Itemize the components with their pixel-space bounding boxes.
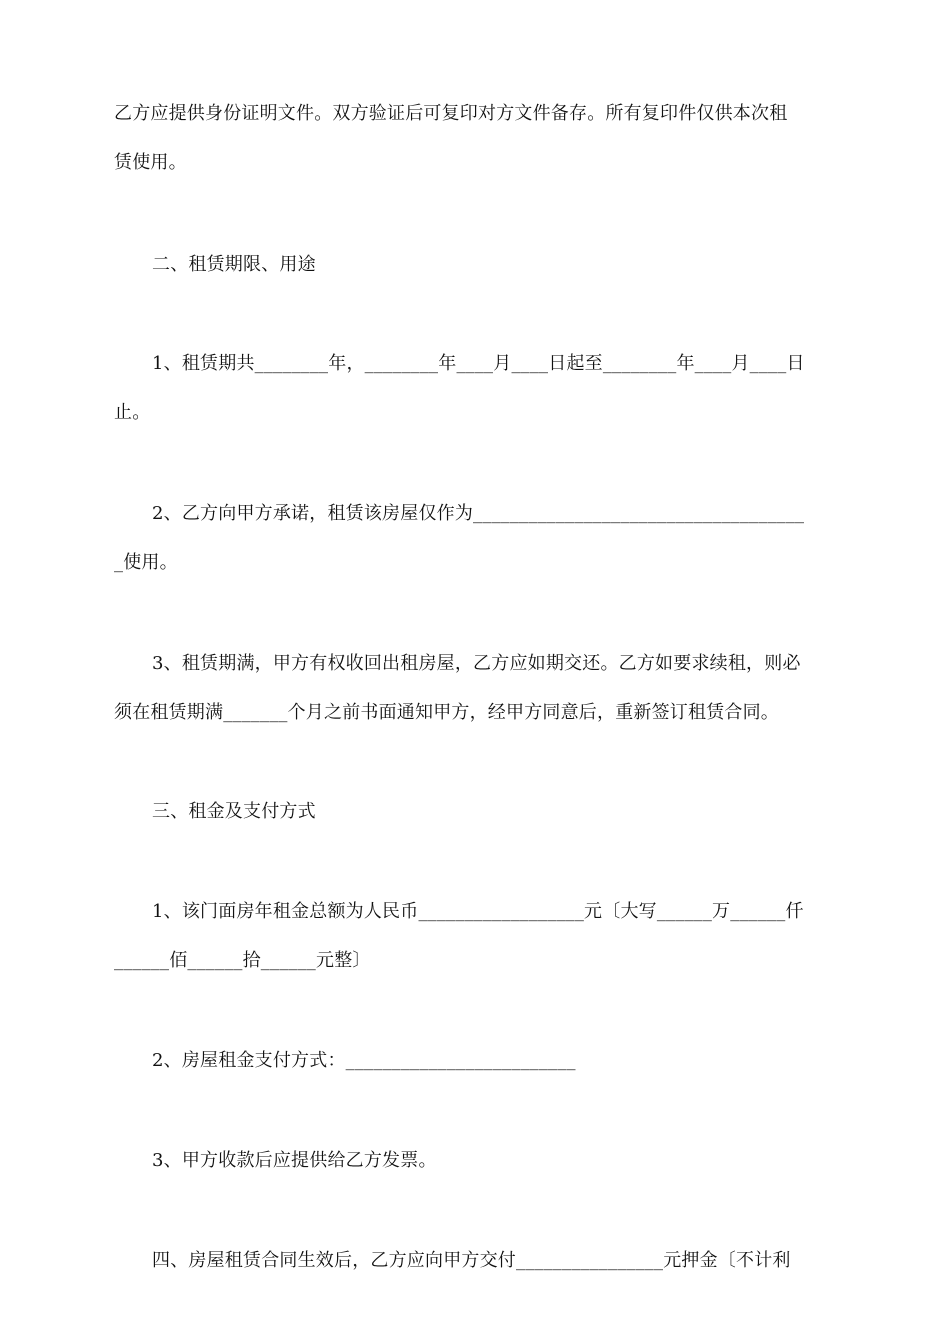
clause-3-1-line-1: 1、该门面房年租金总额为人民币__________________元〔大写______万______仟 bbox=[152, 901, 804, 922]
clause-2-3-line-2: 须在租赁期满_______个月之前书面通知甲方，经甲方同意后，重新签订租赁合同。 bbox=[114, 702, 779, 723]
body-line-2: 赁使用。 bbox=[114, 152, 187, 173]
clause-2-1-line-1: 1、租赁期共________年，________年____月____日起至________年____月____日 bbox=[152, 353, 805, 374]
clause-2-2-line-2: _使用。 bbox=[114, 552, 178, 573]
clause-2-3-line-1: 3、租赁期满，甲方有权收回出租房屋，乙方应如期交还。乙方如要求续租，则必 bbox=[152, 653, 801, 674]
body-line-1: 乙方应提供身份证明文件。双方验证后可复印对方文件备存。所有复印件仅供本次租 bbox=[114, 103, 788, 124]
clause-3-2: 2、房屋租金支付方式：_________________________ bbox=[152, 1050, 576, 1071]
clause-2-1-line-2: 止。 bbox=[114, 402, 151, 423]
clause-3-3: 3、甲方收款后应提供给乙方发票。 bbox=[152, 1150, 437, 1171]
clause-3-1-line-2: ______佰______拾______元整〕 bbox=[114, 950, 371, 971]
section-heading-4: 四、房屋租赁合同生效后，乙方应向甲方交付________________元押金〔不计利 bbox=[152, 1250, 791, 1271]
section-heading-2: 二、租赁期限、用途 bbox=[152, 254, 316, 275]
section-heading-3: 三、租金及支付方式 bbox=[152, 801, 316, 822]
clause-2-2-line-1: 2、乙方向甲方承诺，租赁该房屋仅作为____________________________________ bbox=[152, 503, 805, 524]
